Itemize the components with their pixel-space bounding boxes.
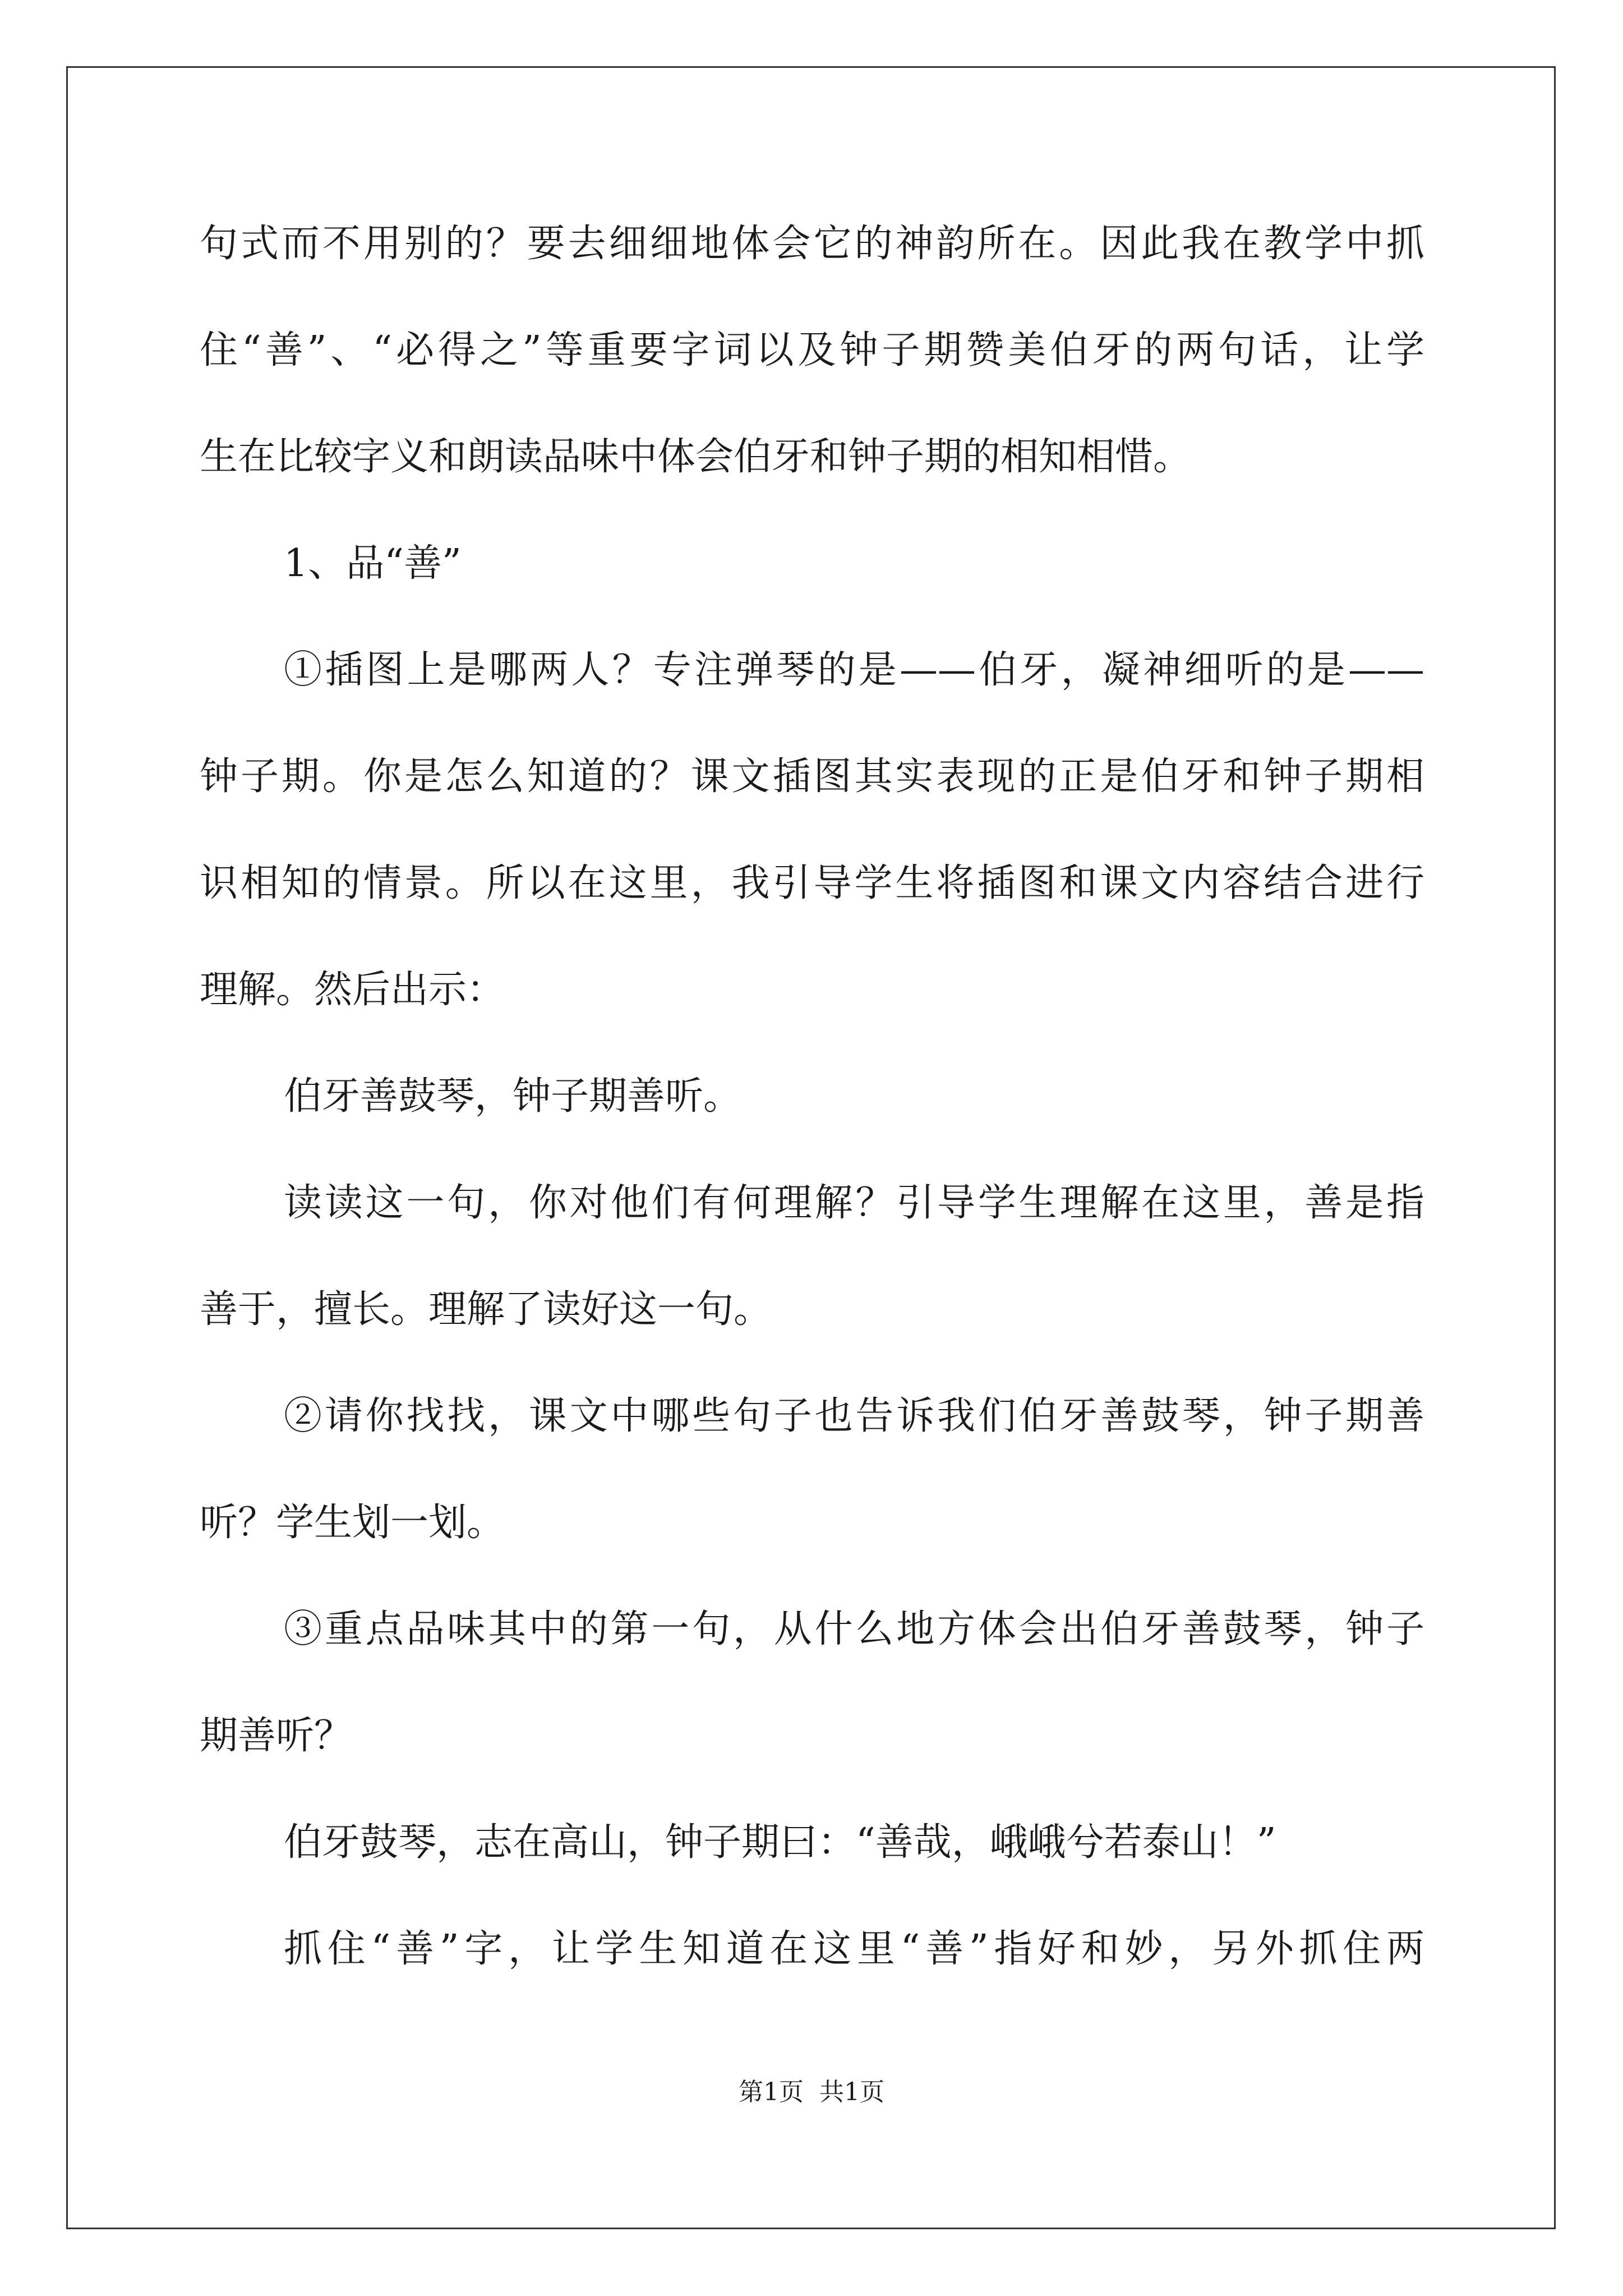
text-line: 期善听？ [200,1714,353,1758]
text-line: 伯牙鼓琴，志在高山，钟子期曰：“善哉，峨峨兮若泰山！” [284,1820,1276,1865]
text-line: 善于，擅长。理解了读好这一句。 [200,1287,772,1332]
text-line: ③重点品味其中的第一句，从什么地方体会出伯牙善鼓琴，钟子 [284,1607,1424,1651]
text-line: 抓住“善”字，让学生知道在这里“善”指好和妙，另外抓住两 [284,1927,1424,1971]
text-line: 钟子期。你是怎么知道的？课文插图其实表现的正是伯牙和钟子期相 [200,754,1424,799]
text-line: 1、品“善” [284,541,462,586]
text-line: 伯牙善鼓琴，钟子期善听。 [284,1074,742,1119]
text-line: 识相知的情景。所以在这里，我引导学生将插图和课文内容结合进行 [200,861,1424,905]
page-border [66,66,1556,2229]
text-line: 理解。然后出示： [200,968,505,1012]
text-line: 听？学生划一划。 [200,1501,505,1545]
text-line: ②请你找找，课文中哪些句子也告诉我们伯牙善鼓琴，钟子期善 [284,1394,1424,1438]
page-number: 第1页 [739,2078,804,2106]
text-line: 住“善”、“必得之”等重要字词以及钟子期赞美伯牙的两句话，让学 [200,328,1424,372]
page-total: 共1页 [819,2078,884,2106]
page-footer [0,2076,1623,2109]
text-line: 读读这一句，你对他们有何理解？引导学生理解在这里，善是指 [284,1181,1424,1225]
text-line: 句式而不用别的？要去细细地体会它的神韵所在。因此我在教学中抓 [200,222,1424,266]
text-line: 生在比较字义和朗读品味中体会伯牙和钟子期的相知相惜。 [200,435,1192,479]
text-line: ①插图上是哪两人？专注弹琴的是——伯牙，凝神细听的是—— [284,648,1424,692]
